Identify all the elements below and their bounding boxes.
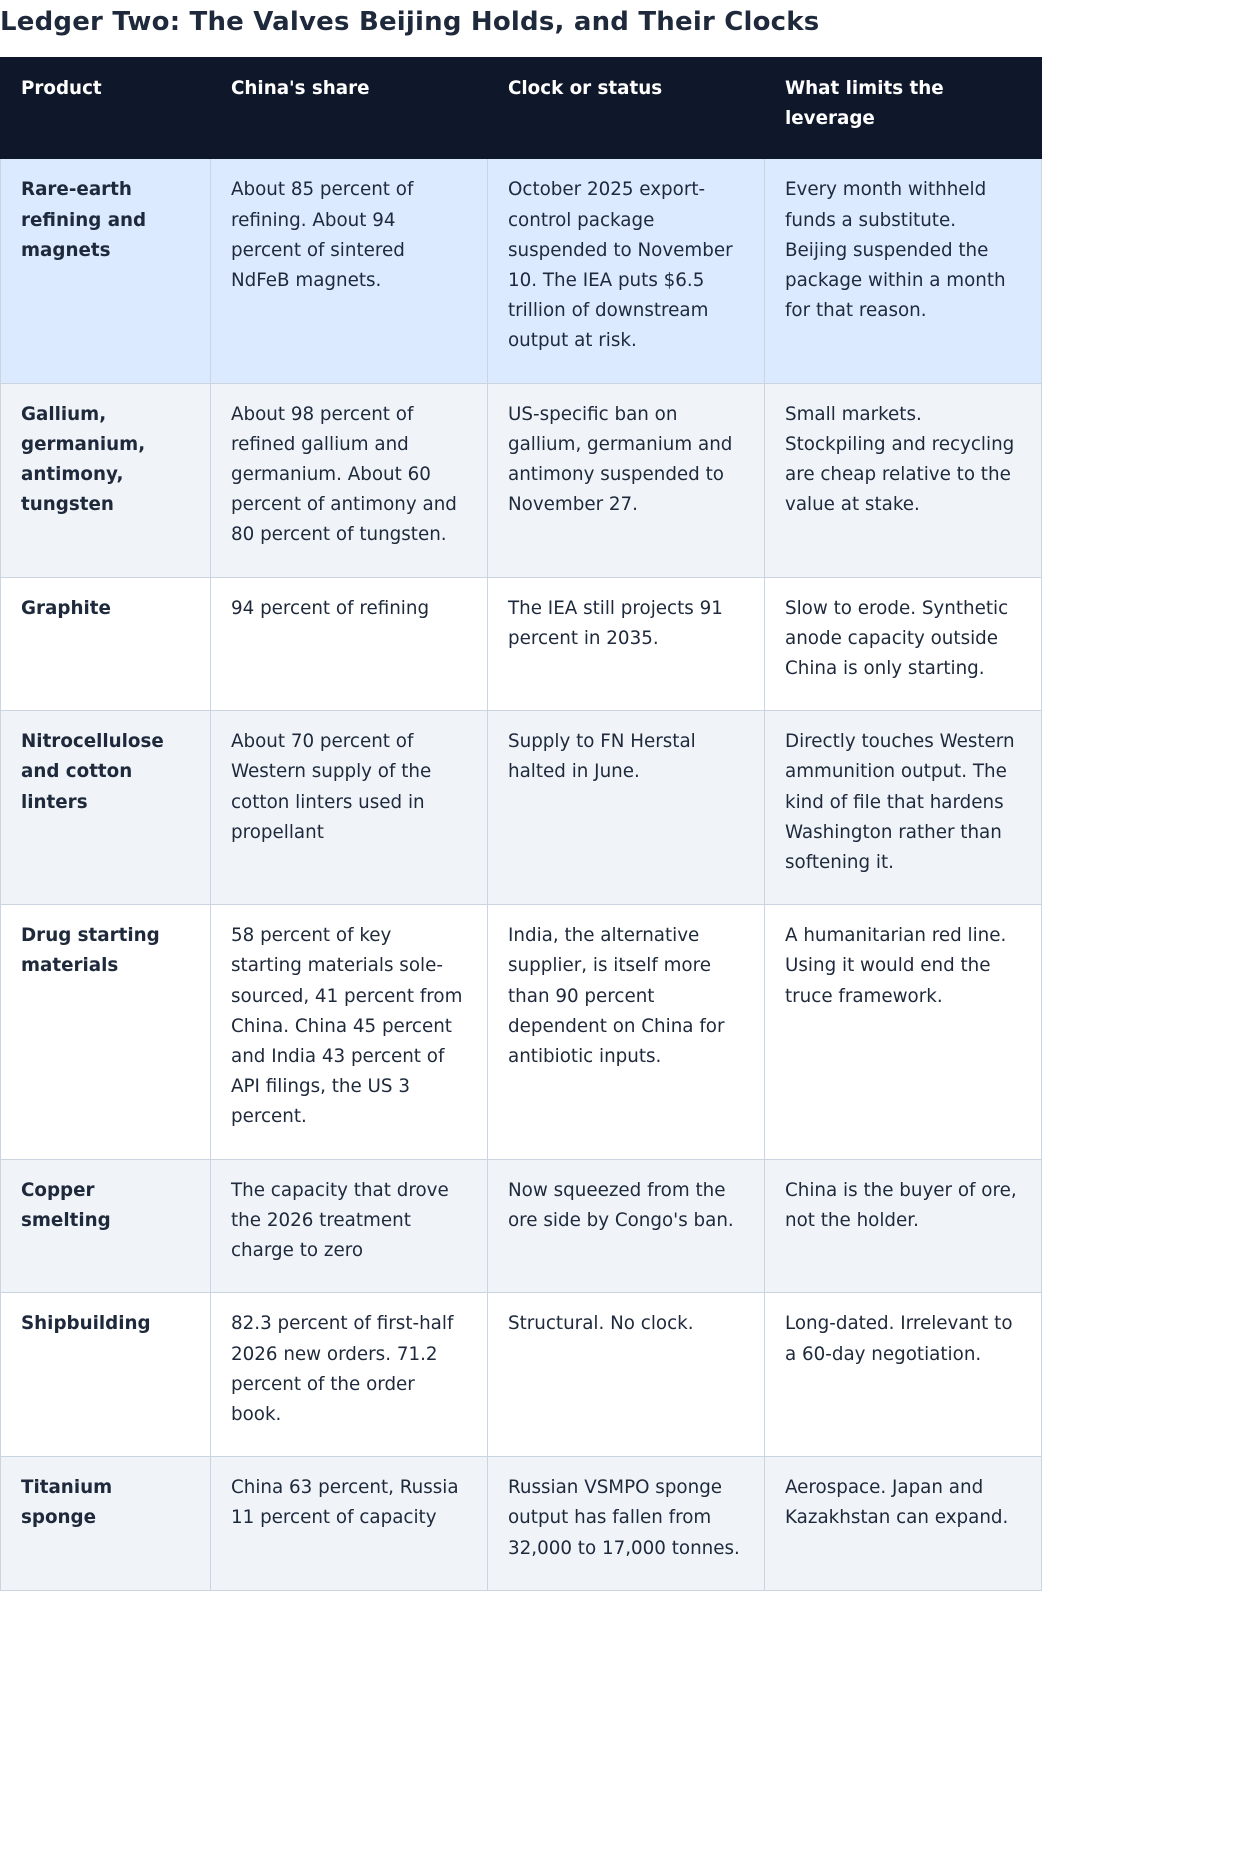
- table-row-drug-materials: [1, 905, 1042, 1159]
- clock-cell: Supply to FN Herstal halted in June.: [488, 711, 765, 905]
- share-cell: 94 percent of refining: [211, 577, 488, 711]
- clock-cell: India, the alternative supplier, is itself more than 90 percent dependent on China for antibiotic inputs.: [488, 905, 765, 1159]
- share-cell: About 85 percent of refining. About 94 percent of sintered NdFeB magnets.: [211, 159, 488, 383]
- product-cell: Graphite: [1, 577, 211, 711]
- product-cell: Rare-earth refining and magnets: [1, 159, 211, 383]
- table-body: [1, 159, 1042, 1590]
- limit-cell: Aerospace. Japan and Kazakhstan can expand.: [765, 1457, 1042, 1591]
- column-header-clock-status: Clock or status: [488, 58, 765, 159]
- clock-cell: Now squeezed from the ore side by Congo's ban.: [488, 1159, 765, 1293]
- ledger-table: [0, 57, 1042, 1591]
- limit-cell: China is the buyer of ore, not the holder.: [765, 1159, 1042, 1293]
- share-cell: About 98 percent of refined gallium and germanium. About 60 percent of antimony and 80 percent of tungsten.: [211, 383, 488, 577]
- column-header-leverage-limit: What limits the leverage: [765, 58, 1042, 159]
- product-cell: Titanium sponge: [1, 1457, 211, 1591]
- clock-cell: Russian VSMPO sponge output has fallen from 32,000 to 17,000 tonnes.: [488, 1457, 765, 1591]
- clock-cell: The IEA still projects 91 percent in 2035.: [488, 577, 765, 711]
- column-header-product: Product: [1, 58, 211, 159]
- page-title: Ledger Two: The Valves Beijing Holds, and Their Clocks: [0, 7, 820, 37]
- share-cell: China 63 percent, Russia 11 percent of capacity: [211, 1457, 488, 1591]
- share-cell: The capacity that drove the 2026 treatment charge to zero: [211, 1159, 488, 1293]
- table-row-gallium: [1, 383, 1042, 577]
- table-row-titanium: [1, 1457, 1042, 1591]
- table-row-copper: [1, 1159, 1042, 1293]
- share-cell: 82.3 percent of first-half 2026 new orders. 71.2 percent of the order book.: [211, 1293, 488, 1457]
- clock-cell: Structural. No clock.: [488, 1293, 765, 1457]
- table-row-rare-earth: [1, 159, 1042, 383]
- table-row-shipbuilding: [1, 1293, 1042, 1457]
- header-row: [1, 58, 1042, 159]
- clock-cell: US-specific ban on gallium, germanium and antimony suspended to November 27.: [488, 383, 765, 577]
- limit-cell: Every month withheld funds a substitute. Beijing suspended the package within a month for that reason.: [765, 159, 1042, 383]
- limit-cell: Slow to erode. Synthetic anode capacity outside China is only starting.: [765, 577, 1042, 711]
- share-cell: About 70 percent of Western supply of the cotton linters used in propellant: [211, 711, 488, 905]
- table-header: [1, 58, 1042, 159]
- limit-cell: Long-dated. Irrelevant to a 60-day negotiation.: [765, 1293, 1042, 1457]
- product-cell: Nitrocellulose and cotton linters: [1, 711, 211, 905]
- share-cell: 58 percent of key starting materials sole-sourced, 41 percent from China. China 45 percent and India 43 percent of API filings, the US 3 percent.: [211, 905, 488, 1159]
- limit-cell: Directly touches Western ammunition output. The kind of file that hardens Washington rather than softening it.: [765, 711, 1042, 905]
- product-cell: Gallium, germanium, antimony, tungsten: [1, 383, 211, 577]
- limit-cell: A humanitarian red line. Using it would end the truce framework.: [765, 905, 1042, 1159]
- product-cell: Copper smelting: [1, 1159, 211, 1293]
- column-header-china-share: China's share: [211, 58, 488, 159]
- table-row-nitrocellulose: [1, 711, 1042, 905]
- table-row-graphite: [1, 577, 1042, 711]
- product-cell: Drug starting materials: [1, 905, 211, 1159]
- clock-cell: October 2025 export-control package suspended to November 10. The IEA puts $6.5 trillion of downstream output at risk.: [488, 159, 765, 383]
- limit-cell: Small markets. Stockpiling and recycling are cheap relative to the value at stake.: [765, 383, 1042, 577]
- product-cell: Shipbuilding: [1, 1293, 211, 1457]
